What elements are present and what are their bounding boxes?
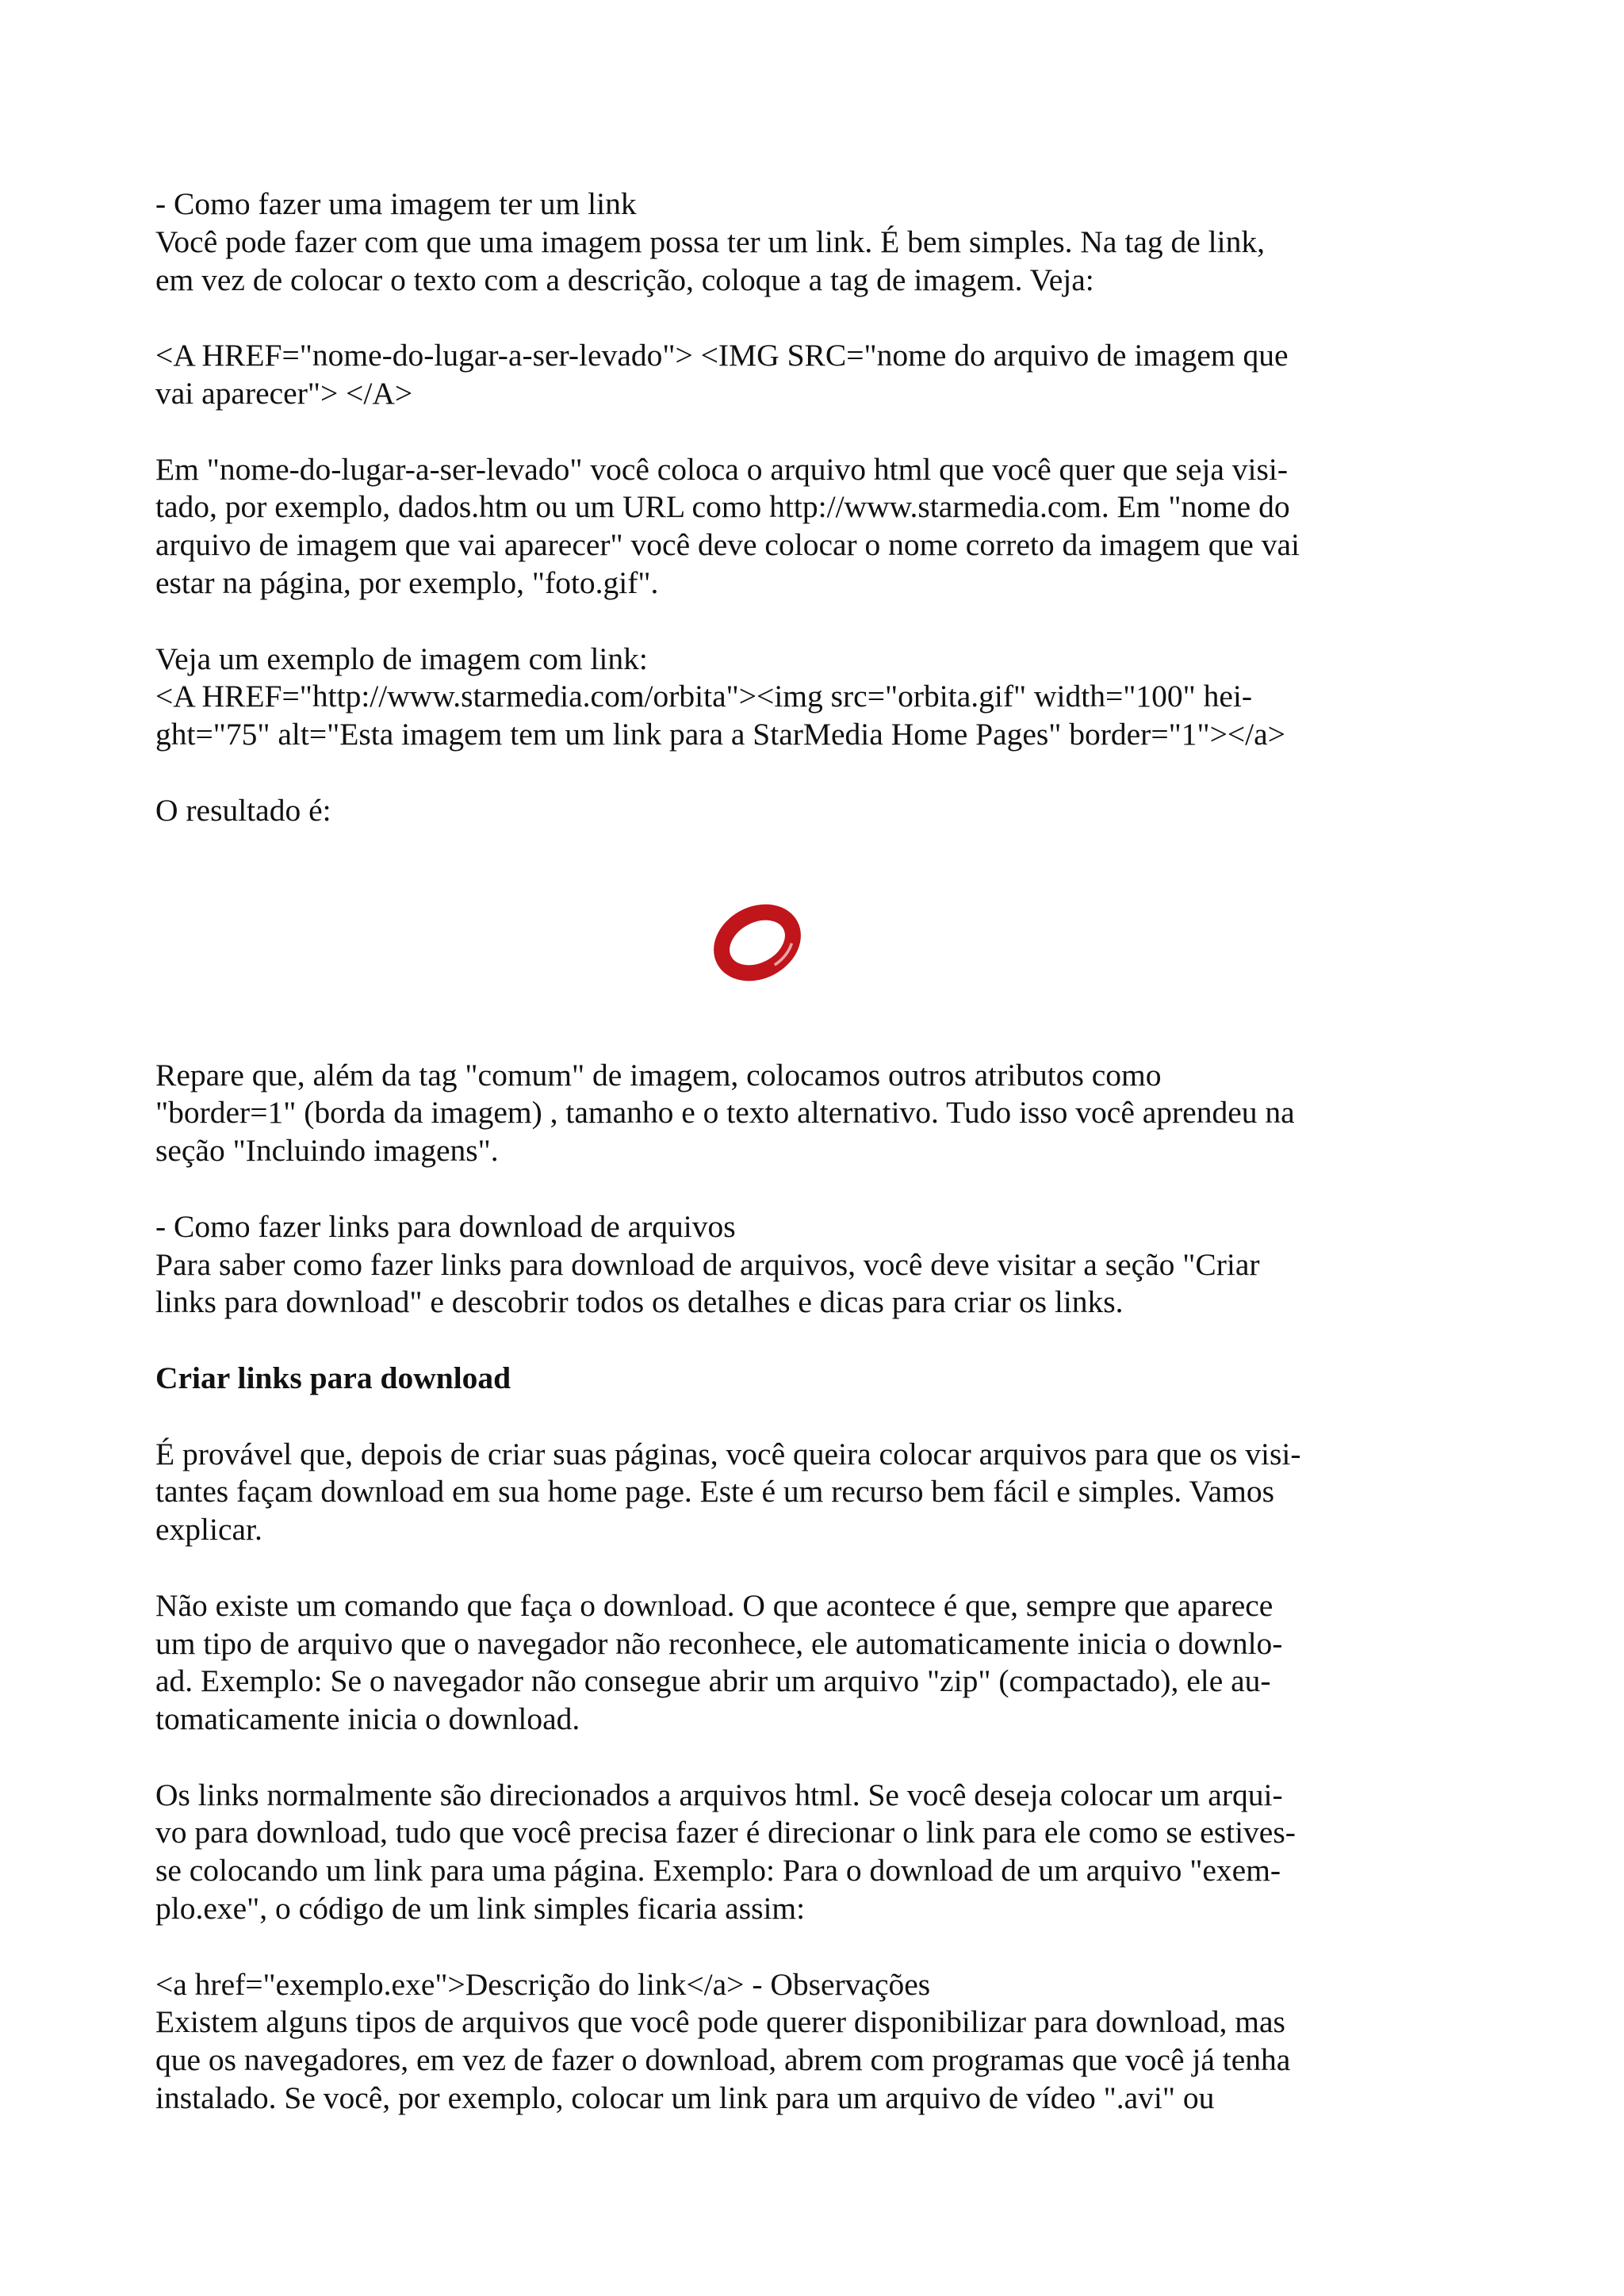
paragraph-gap	[155, 1322, 1392, 1360]
orbita-logo-icon[interactable]	[710, 896, 804, 989]
image-link-code: <A HREF="nome-do-lugar-a-ser-levado"> <IMG SRC="nome do arquivo de imagem que vai aparecer"> </A>	[155, 338, 1289, 411]
paragraph-gap	[155, 299, 1392, 337]
image-attributes-note: Repare que, além da tag "comum" de imagem, colocamos outros atributos como "border=1" (borda da imagem) , tamanho e o texto alternativo. Tudo isso você aprendeu na seção "Incluindo imagens".	[155, 1057, 1295, 1169]
download-paragraph-4: <a href="exemplo.exe">Descrição do link</a> - Observações Existem alguns tipos de arquivos que você pode querer disponibilizar para download, mas que os navegadores, em vez de fazer o download, abrem com programas que você já tenha instalado. Se você, por exemplo, colocar um link para um arquivo de vídeo ".avi" ou	[155, 1966, 1291, 2116]
image-link-title: - Como fazer uma imagem ter um link	[155, 186, 637, 221]
paragraph-gap	[155, 1549, 1392, 1587]
download-paragraph-3: Os links normalmente são direcionados a arquivos html. Se você deseja colocar um arqui- vo para download, tudo que você precisa fazer é direcionar o link para ele como se estives- se colocando um link para uma página. Exemplo: Para o download de um arquivo "exem- plo.exe", o código de um link simples ficaria assim:	[155, 1777, 1296, 1927]
download-links-text: Para saber como fazer links para download de arquivos, você deve visitar a seção "Criar links para download" e descobrir todos os detalhes e dicas para criar os links.	[155, 1246, 1260, 1320]
document-page	[155, 186, 1392, 2118]
download-links-title: - Como fazer links para download de arquivos	[155, 1208, 736, 1244]
download-paragraph-2: Não existe um comando que faça o download. O que acontece é que, sempre que aparece um tipo de arquivo que o navegador não reconhece, ele automaticamente inicia o downlo- ad. Exemplo: Se o navegador não consegue abrir um arquivo "zip" (compactado), ele au- tomaticamente inicia o download.	[155, 1587, 1283, 1737]
result-label: O resultado é:	[155, 792, 331, 828]
paragraph-gap	[155, 1928, 1392, 1966]
paragraph-gap	[155, 1398, 1392, 1436]
result-figure	[155, 830, 1392, 1057]
section-heading: Criar links para download	[155, 1360, 511, 1395]
paragraph-gap	[155, 413, 1392, 451]
paragraph-gap	[155, 1170, 1392, 1208]
download-paragraph-1: É provável que, depois de criar suas páginas, você queira colocar arquivos para que os visi- tantes façam download em sua home page. Este é um recurso bem fácil e simples. Vamos explicar.	[155, 1436, 1301, 1548]
image-link-intro: Você pode fazer com que uma imagem possa ter um link. É bem simples. Na tag de link, em vez de colocar o texto com a descrição, coloque a tag de imagem. Veja:	[155, 224, 1265, 297]
paragraph-gap	[155, 1739, 1392, 1777]
paragraph-gap	[155, 603, 1392, 641]
paragraph-gap	[155, 754, 1392, 792]
image-link-explanation: Em "nome-do-lugar-a-ser-levado" você coloca o arquivo html que você quer que seja visi- tado, por exemplo, dados.htm ou um URL como http://www.starmedia.com. Em "nome do arquivo de imagem que vai aparecer" você deve colocar o nome correto da imagem que vai estar na página, por exemplo, "foto.gif".	[155, 451, 1300, 600]
image-link-example: Veja um exemplo de imagem com link: <A HREF="http://www.starmedia.com/orbita"><img src="orbita.gif" width="100" hei- ght="75" alt="Esta imagem tem um link para a StarMedia Home Pages" border="1"></a>	[155, 641, 1285, 752]
